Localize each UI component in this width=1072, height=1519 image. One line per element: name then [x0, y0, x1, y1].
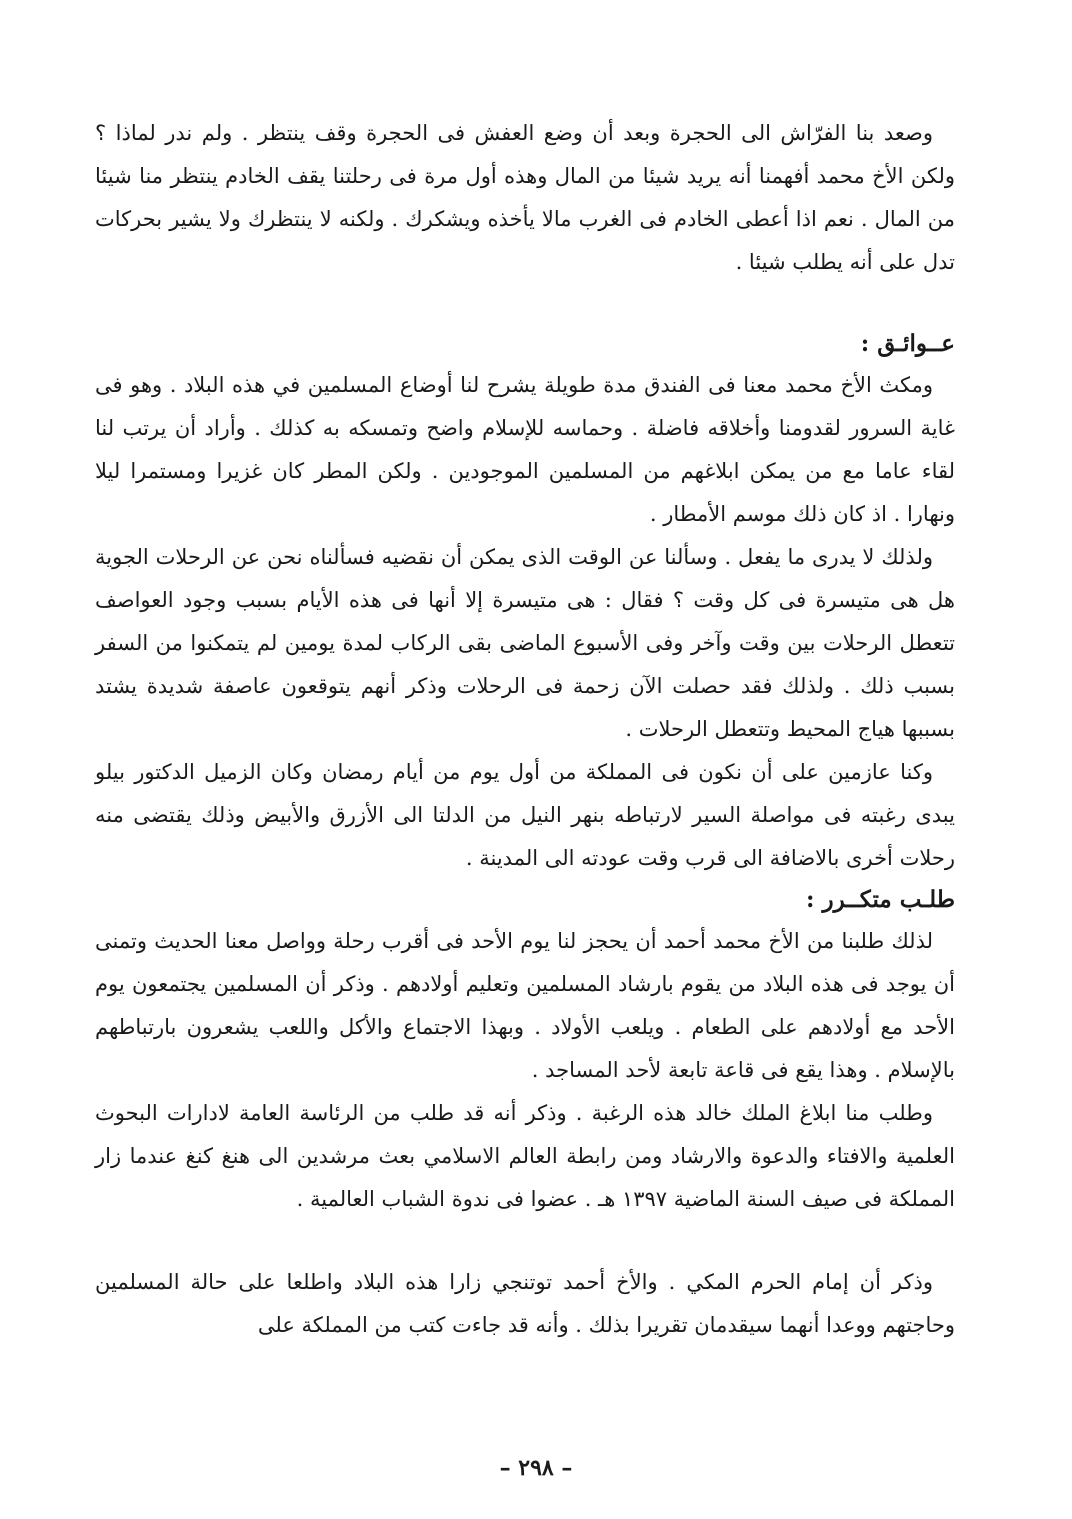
page-body — [95, 112, 955, 1347]
heading-obstacles: عــوائـق : — [860, 330, 955, 357]
paragraph-flights: ولذلك لا يدرى ما يفعل . وسألنا عن الوقت الذى يمكن أن نقضيه فسألناه نحن عن الرحلات الجوية هل هى متيسرة فى كل وقت ؟ فقال : هى متيسرة إلا أنها فى هذه الأيام بسبب وجود العواصف تتعطل الرحلات بين وقت وآخر وفى الأسبوع الماضى بقى الركاب لمدة يومين لم يتمكنوا من السفر بسبب ذلك . ولذلك فقد حصلت الآن زحمة فى الرحلات وذكر أنهم يتوقعون عاصفة شديدة يشتد بسببها هياج المحيط وتتعطل الرحلات . — [95, 545, 955, 741]
page-number: – ٢٩٨ – — [499, 1455, 573, 1481]
heading-repeated-request: طلـب متكــرر : — [806, 886, 955, 913]
paragraph-muslims-situation: ومكث الأخ محمد معنا فى الفندق مدة طويلة يشرح لنا أوضاع المسلمين في هذه البلاد . وهو فى غاية السرور لقدومنا وأخلاقه فاضلة . وحماسه للإسلام واضح وتمسكه به كذلك . وأراد أن يرتب لنا لقاء عاما مع من يمكن ابلاغهم من المسلمين الموجودين . ولكن المطر كان غزيرا ومستمرا ليلا ونهارا . اذ كان ذلك موسم الأمطار . — [95, 373, 955, 526]
paragraph-ramadan: وكنا عازمين على أن نكون فى المملكة من أول يوم من أيام رمضان وكان الزميل الدكتور بيلو يبدى رغبته فى مواصلة السير لارتباطه بنهر النيل من الدلتا الى الأزرق والأبيض وذلك يقتضى منه رحلات أخرى بالاضافة الى قرب وقت عودته الى المدينة . — [95, 760, 955, 870]
paragraph-booking: لذلك طلبنا من الأخ محمد أحمد أن يحجز لنا يوم الأحد فى أقرب رحلة وواصل معنا الحديث وتمنى أن يوجد فى هذه البلاد من يقوم بارشاد المسلمين وتعليم أولادهم . وذكر أن المسلمين يجتمعون يوم الأحد مع أولادهم على الطعام . ويلعب الأولاد . وبهذا الاجتماع والأكل واللعب يشعرون بارتباطهم بالإسلام . وهذا يقع فى قاعة تابعة لأحد المساجد . — [95, 929, 955, 1082]
paragraph-haram-imam: وذكر أن إمام الحرم المكي . والأخ أحمد توتنجي زارا هذه البلاد واطلعا على حالة المسلمين وحاجتهم ووعدا أنهما سيقدمان تقريرا بذلك . وأنه قد جاءت كتب من المملكة على — [95, 1270, 955, 1337]
paragraph-king-khalid: وطلب منا ابلاغ الملك خالد هذه الرغبة . وذكر أنه قد طلب من الرئاسة العامة لادارات البحوث العلمية والافتاء والدعوة والارشاد ومن رابطة العالم الاسلامي بعث مرشدين الى هنغ كنغ عندما زار المملكة فى صيف السنة الماضية ١٣٩٧ هـ . عضوا فى ندوة الشباب العالمية . — [95, 1101, 955, 1211]
paragraph-servant: وصعد بنا الفرّاش الى الحجرة وبعد أن وضع العفش فى الحجرة وقف ينتظر . ولم ندر لماذا ؟ ولكن الأخ محمد أفهمنا أنه يريد شيئا من المال وهذه أول مرة فى رحلتنا يقف الخادم ينتظر منا شيئا من المال . نعم اذا أعطى الخادم فى الغرب مالا يأخذه ويشكرك . ولكنه لا ينتظرك ولا يشير بحركات تدل على أنه يطلب شيئا . — [95, 121, 955, 274]
